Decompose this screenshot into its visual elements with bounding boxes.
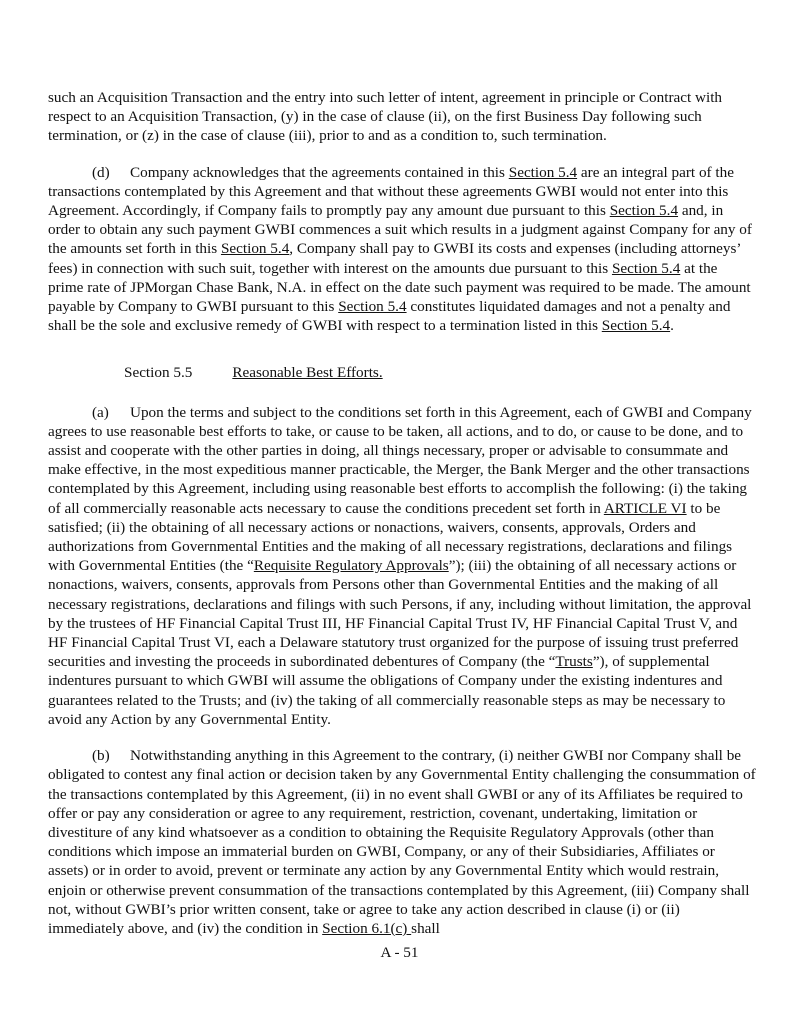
clause-marker: (b) bbox=[92, 747, 110, 765]
cross-reference: Section 5.4 bbox=[508, 163, 578, 181]
section-number: Section 5.5 bbox=[124, 364, 193, 382]
text-run: Notwithstanding anything in this Agreement to the contrary, (i) neither GWBI nor Company shall be obligated to contest any final action or decision taken by any Governmental Entity challenging the consummation of the transactions contemplated by this Agreement, (ii) in no event shall GWBI or any of its Affiliates be required to offer or pay any consideration or agree to any requirement, restriction, covenant, undertaking, limitation or divestiture of any kind whatsoever as a condition to obtaining the Requisite Regulatory Approvals (other than conditions which impose an immaterial burden on GWBI, Company, or any of their Subsidiaries, Affiliates or assets) or in order to avoid, prevent or terminate any action by any Governmental Entity which would restrain, enjoin or otherwise prevent consummation of the transactions contemplated by this Agreement, (iii) Company shall not, without GWBI’s prior written consent, take or agree to take any action described in clause (i) or (ii) immediately above, and (iv) the condition in bbox=[48, 747, 756, 937]
clause-marker: (a) bbox=[92, 403, 109, 421]
text-run: such an Acquisition Transaction and the entry into such letter of intent, agreement in principle or Contract with respect to an Acquisition Transaction, (y) in the case of clause (ii), on the first Business Day following such termination, or (z) in the case of clause (iii), prior to and as a condition to, such termination. bbox=[48, 89, 723, 145]
document-page bbox=[48, 88, 756, 955]
cross-reference: Section 5.4 bbox=[611, 259, 681, 277]
text-run: Upon the terms and subject to the conditions set forth in this Agreement, each of GWBI and Company agrees to use reasonable best efforts to take, or cause to be taken, all actions, and to do, or cause to be done, and to assist and cooperate with the other parties in doing, all things necessary, proper or advisable to consummate and make effective, in the most expeditious manner practicable, the Merger, the Bank Merger and the other transactions contemplated by this Agreement, including using reasonable best efforts to accomplish the following: (i) the taking of all commercially reasonable acts necessary to cause the conditions precedent set forth in bbox=[48, 403, 752, 517]
text-run: ”), of supplemental indentures pursuant to which GWBI will assume the obligations of Company under the existing indentures and guarantees related to the Trusts; and (iv) the taking of all commercially reasonable steps as may be necessary to avoid any Action by any Governmental Entity. bbox=[48, 653, 726, 728]
paragraph-5-4-d bbox=[48, 163, 756, 336]
cross-reference: Requisite Regulatory Approvals bbox=[253, 557, 449, 575]
cross-reference: Section 6.1(c) bbox=[322, 919, 412, 937]
text-run: Company acknowledges that the agreements contained in this bbox=[130, 163, 509, 181]
cross-reference: Section 5.4 bbox=[220, 240, 290, 258]
paragraph-continuation bbox=[48, 88, 756, 146]
text-run: to be satisfied; (ii) the obtaining of all necessary actions or nonactions, waivers, consents, approvals, Orders and authorizations from Governmental Entities and the making of all necessary registrations, declarations and filings with Governmental Entities (the “ bbox=[48, 499, 733, 575]
cross-reference: Section 5.4 bbox=[609, 202, 679, 220]
text-run: constitutes liquidated damages and not a penalty and shall be the sole and exclusive remedy of GWBI with respect to a termination listed in this bbox=[48, 298, 731, 335]
text-run: , Company shall pay to GWBI its costs and expenses (including attorneys’ fees) in connection with such suit, together with interest on the amounts due pursuant to this bbox=[48, 240, 741, 277]
page-footer bbox=[0, 944, 799, 962]
cross-reference: Section 5.4 bbox=[601, 317, 671, 335]
cross-reference: Trusts bbox=[555, 653, 593, 671]
paragraph-5-5-b bbox=[48, 746, 756, 938]
cross-reference: Section 5.4 bbox=[338, 298, 407, 316]
text-run: . bbox=[670, 317, 674, 335]
cross-reference: ARTICLE VI bbox=[603, 499, 687, 517]
text-run: shall bbox=[411, 919, 440, 937]
text-run: are an integral part of the transactions contemplated by this Agreement and that without these agreements GWBI would not enter into this Agreement. Accordingly, if Company fails to promptly pay any amount due pursuant to this bbox=[48, 163, 734, 220]
section-title: Reasonable Best Efforts. bbox=[232, 364, 383, 382]
paragraph-5-5-a bbox=[48, 403, 756, 729]
page-number: A - 51 bbox=[380, 944, 419, 961]
text-run: and, in order to obtain any such payment GWBI commences a suit which results in a judgment against Company for any of the amounts set forth in this bbox=[48, 202, 752, 258]
clause-marker: (d) bbox=[92, 163, 110, 181]
text-run: ”); (iii) the obtaining of all necessary actions or nonactions, waivers, consents, approvals from Persons other than Governmental Entities and the making of all necessary registrations, declarations and filings with such Persons, if any, including without limitation, the approval by the trustees of HF Financial Capital Trust III, HF Financial Capital Trust IV, HF Financial Capital Trust V, and HF Financial Capital Trust VI, each a Delaware statutory trust organized for the purpose of issuing trust preferred securities and investing the proceeds in subordinated debentures of Company (the “ bbox=[48, 557, 752, 671]
text-run: at the prime rate of JPMorgan Chase Bank, N.A. in effect on the date such payment was required to be made. The amount payable by Company to GWBI pursuant to this bbox=[48, 259, 751, 316]
section-heading bbox=[124, 363, 756, 382]
